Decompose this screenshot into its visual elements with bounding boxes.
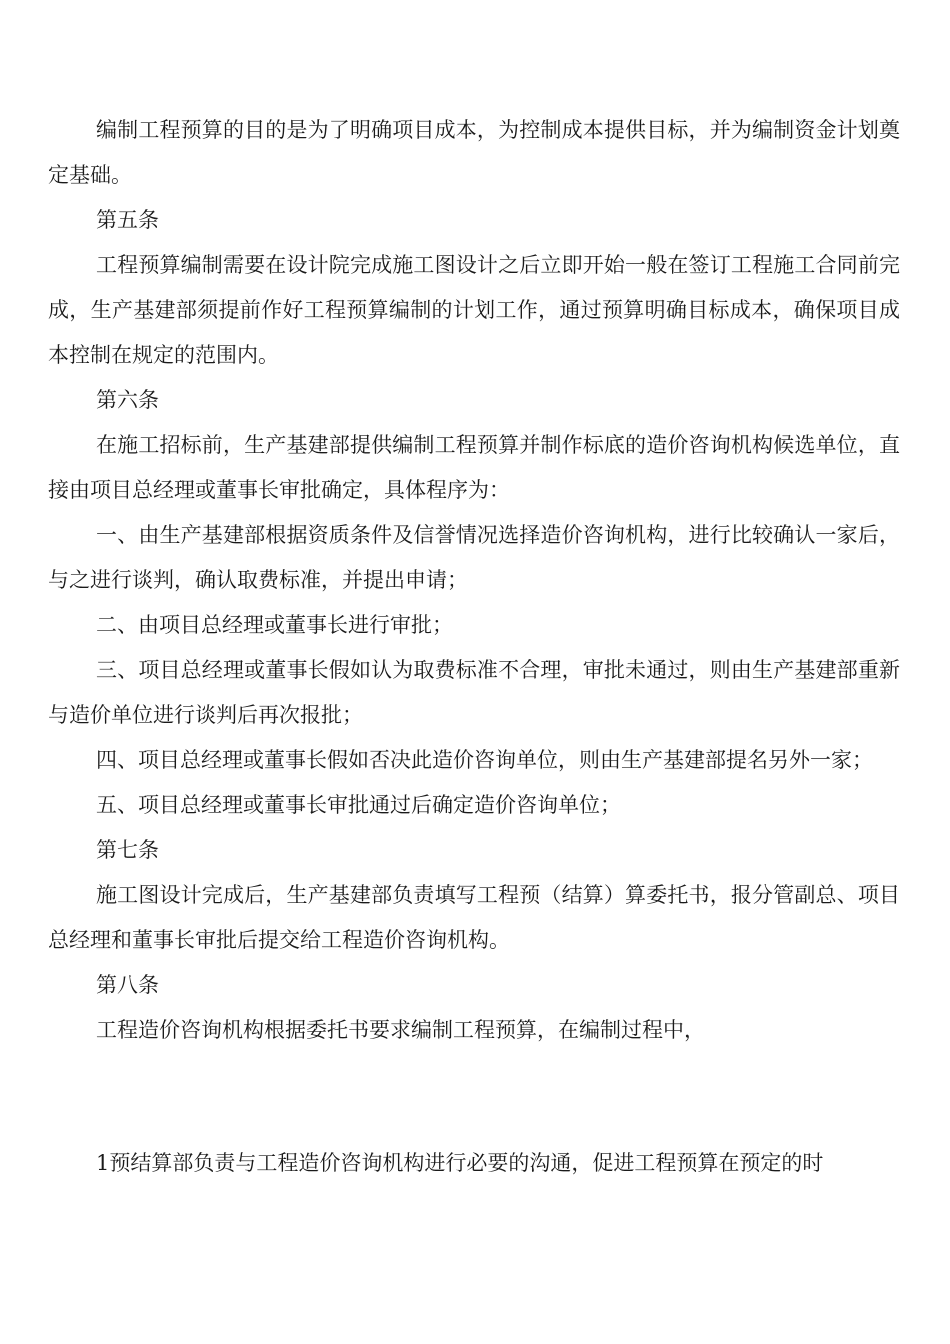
list-item-1: 一、由生产基建部根据资质条件及信誉情况选择造价咨询机构，进行比较确认一家后，与之进行谈判，确认取费标准，并提出申请；: [48, 523, 900, 592]
article-heading-5: 第五条: [96, 208, 159, 232]
list-item-3: 三、项目总经理或董事长假如认为取费标准不合理，审批未通过，则由生产基建部重新与造价单位进行谈判后再次报批；: [48, 658, 900, 727]
article-heading-8: 第八条: [96, 973, 159, 997]
paragraph-item-1: 1预结算部负责与工程造价咨询机构进行必要的沟通，促进工程预算在预定的时: [96, 1151, 824, 1175]
paragraph-article-7: 施工图设计完成后，生产基建部负责填写工程预（结算）算委托书，报分管副总、项目总经理和董事长审批后提交给工程造价咨询机构。: [48, 883, 900, 952]
paragraph-article-5: 工程预算编制需要在设计院完成施工图设计之后立即开始一般在签订工程施工合同前完成，生产基建部须提前作好工程预算编制的计划工作，通过预算明确目标成本，确保项目成本控制在规定的范围内。: [48, 253, 900, 367]
document-body: [48, 108, 900, 1186]
paragraph-purpose: 编制工程预算的目的是为了明确项目成本，为控制成本提供目标，并为编制资金计划奠定基础。: [48, 118, 900, 187]
paragraph-article-8: 工程造价咨询机构根据委托书要求编制工程预算，在编制过程中，: [96, 1018, 705, 1042]
list-item-4: 四、项目总经理或董事长假如否决此造价咨询单位，则由生产基建部提名另外一家；: [96, 748, 873, 772]
list-item-2: 二、由项目总经理或董事长进行审批；: [96, 613, 453, 637]
paragraph-article-6: 在施工招标前，生产基建部提供编制工程预算并制作标底的造价咨询机构候选单位，直接由项目总经理或董事长审批确定，具体程序为：: [48, 433, 900, 502]
paragraph-gap: [48, 1053, 900, 1141]
article-heading-6: 第六条: [96, 388, 159, 412]
list-item-5: 五、项目总经理或董事长审批通过后确定造价咨询单位；: [96, 793, 621, 817]
article-heading-7: 第七条: [96, 838, 159, 862]
